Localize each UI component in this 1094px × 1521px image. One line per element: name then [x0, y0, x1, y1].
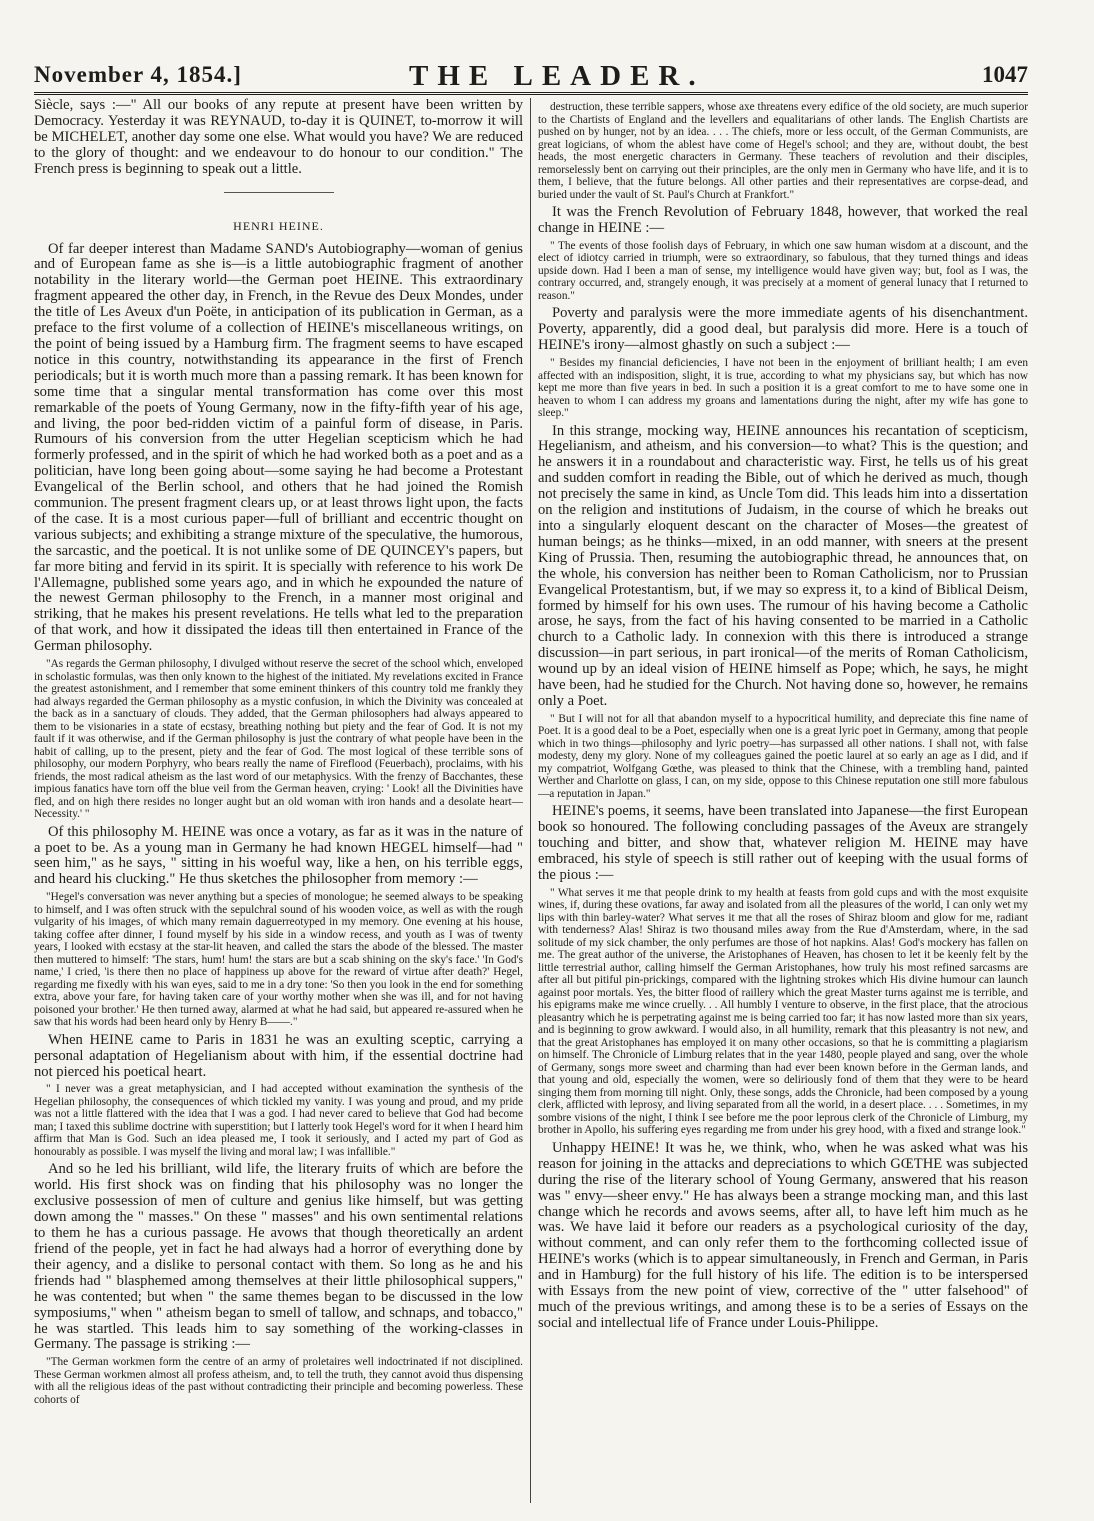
block-quote: "As regards the German philosophy, I divulged without reserve the secret of the school which, enveloped in scholastic formulas, was then only known to the highest of the initiated. My revelations excited in France the greatest astonishment, and I remember that some eminent thinkers of this country told me frankly they had always regarded the German philosophy as a mystic confusion, in which the Divinity was concealed at the back as in a sanctuary of clouds. They added, that the German philosophers had always appeared to them to be visionaries in a state of ecstasy, breathing nothing but piety and the fear of God. It is not my fault if it was otherwise, and if the German philosophy is just the contrary of what people have been in the habit of calling, up to the present, piety and the fear of God. The most logical of these terrible sons of philosophy, our modern Porphyry, who bears really the name of Fireflood (Feuerbach), proclaims, with his friends, the most radical atheism as the last word of our metaphysics. With the frenzy of Bacchantes, these impious fanatics have torn off the blue veil from the German heaven, crying: ' Look! all the Divinities have fled, and on high there resides no longer aught but an old woman with iron hands and a desolate heart—Necessity.' " [34, 658, 523, 821]
block-quote: " Besides my financial deficiencies, I have not been in the enjoyment of brilliant health; I am even affected with an indisposition, slight, it is true, according to what my physicians say, but which has now kept me more than five years in bed. In such a position it is a great comfort to me to have some one in heaven to whom I can address my groans and lamentations during the night, after my wife has gone to sleep." [538, 357, 1028, 420]
newspaper-title: THE LEADER. [409, 60, 705, 92]
masthead-rule [34, 92, 1028, 95]
paragraph: In this strange, mocking way, HEINE announces his recantation of scepticism, Hegelianism, and atheism, and his conversion—to what? This is the question; and he answers it in a roundabout and characteristic way. First, he tells us of his great and sudden comfort in reading the Bible, out of which he derived as much, though not precisely the same in kind, as Uncle Tom did. This leads him into a dissertation on the religion and institutions of Judaism, in the course of which he breaks out into a singularly eloquent descant on the character of Moses—the greatest of human beings; as he thinks—mixed, in an odd manner, with sneers at the present King of Prussia. Then, resuming the autobiographic thread, he announces that, on the whole, his conversion has neither been to Roman Catholicism, nor to Prussian Evangelical Protestantism, but, if we may so express it, to a kind of Biblical Deism, formed by himself for his own uses. The rumour of his having become a Catholic arose, he says, from the fact of his having consented to be married in a Catholic church to a Catholic lady. In connexion with this there is introduced a strange discussion—in part serious, in part ironical—of the merits of Roman Catholicism, wound up by an ideal vision of HEINE himself as Pope; which, he says, he might have been, had he studied for the Church. Not having done so, however, he remains only a Poet. [538, 422, 1028, 709]
left-column [34, 98, 523, 1508]
right-column [538, 98, 1028, 1508]
block-quote: " But I will not for all that abandon myself to a hypocritical humility, and depreciate this fine name of Poet. It is a good deal to be a Poet, especially when one is a great lyric poet in Germany, among that people which in two things—philosophy and lyric poetry—has surpassed all other nations. I shall not, with false modesty, deny my glory. None of my colleagues gained the poetic laurel at so early an age as I did, and if my compatriot, Wolfgang Gœthe, was pleased to think that the Chinese, with a trembling hand, painted Werther and Charlotte on glass, I can, on my side, oppose to this Chinese reputation one still more fabulous—a reputation in Japan." [538, 712, 1028, 800]
block-quote: "The German workmen form the centre of an army of proletaires well indoctrinated if not disciplined. These German workmen almost all profess atheism, and, to tell the truth, they cannot avoid thus dispensing with all the religious ideas of the past without contradicting their principle and becoming powerless. These cohorts of [34, 1356, 523, 1406]
paragraph: Unhappy HEINE! It was he, we think, who, when he was asked what was his reason for joining in the attacks and depreciations to which GŒTHE was subjected during the rise of the literary school of Young Germany, answered that his reason was " envy—sheer envy." He has always been a strange mocking man, and this last change which he records and avows seems, after all, to have left him much as he was. We have laid it before our readers as a psychological curiosity of the day, without comment, and can only refer them to the forthcoming collected issue of HEINE's works (which is to appear simultaneously, in French and German, in Paris and in Hamburg) for the full history of his life. The edition is to be interspersed with Essays from the new point of view, corrective of the " utter falsehood" of much of the previous writings, and among these is to be a series of Essays on the social and intellectual life of France under Louis-Philippe. [538, 1139, 1028, 1331]
paragraph: Poverty and paralysis were the more immediate agents of his disenchantment. Poverty, apparently, did a good deal, but paralysis did more. Here is a touch of HEINE's irony—almost ghastly on such a subject :— [538, 305, 1028, 354]
paragraph: Of this philosophy M. HEINE was once a votary, as far as it was in the nature of a poet to be. As a young man in Germany he had known HEGEL himself—had " seen him," as he says, " sitting in his woeful way, like a hen, on his terrible eggs, and heard his clucking." He thus sketches the philosopher from memory :— [34, 823, 523, 888]
block-quote: " I never was a great metaphysician, and I had accepted without examination the synthesis of the Hegelian philosophy, the consequences of which tickled my vanity. I was young and proud, and my pride was not a little flattered with the idea that I was a god. I had never cared to believe that God had become man; I taxed this sublime doctrine with superstition; but I latterly took Hegel's word for it when I heard him affirm that Man is God. Such an idea pleased me, I took it seriously, and I acted my part of God as honourably as possible. I was myself the living and moral law; I was infallible." [34, 1083, 523, 1158]
masthead [34, 60, 1028, 92]
paragraph: HEINE's poems, it seems, have been translated into Japanese—the first European book so honoured. The following concluding passages of the Aveux are strangely touching and bitter, and show that, whatever religion M. HEINE may have embraced, his style of speech is still rather out of keeping with the usual forms of the pious :— [538, 803, 1028, 883]
block-quote: "Hegel's conversation was never anything but a species of monologue; he seemed always to be speaking to himself, and I was often struck with the sepulchral sound of his wooden voice, as well as with the rough vulgarity of his images, of which many remain daguerreotyped in my memory. One evening at his house, taking coffee after dinner, I found myself by his side in a window recess, and youth as I was of twenty years, I looked with ecstasy at the star-lit heaven, and called the stars the abode of the blessed. The master then muttered to himself: 'The stars, hum! hum! the stars are but a scab shining on the sky's face.' 'In God's name,' I cried, 'is there then no place of happiness up above for the reward of virtue after death?' Hegel, regarding me fixedly with his wan eyes, said to me in a dry tone: 'So then you look in the end for something extra, above your fare, for having taken care of your worthy mother when she was ill, and for not having poisoned your brother.' He then turned away, alarmed at what he had said, but appeared re-assured when he saw that his words had been heard only by Henry B——." [34, 891, 523, 1029]
paragraph: Siècle, says :—" All our books of any repute at present have been written by Democracy. Yesterday it was REYNAUD, to-day it is QUINET, to-morrow it will be MICHELET, another day some one else. What would you have? We are reduced to the glory of thought: and we endeavour to do honour to our condition." The French press is beginning to speak out a little. [34, 98, 523, 177]
section-rule [224, 192, 334, 193]
paragraph: And so he led his brilliant, wild life, the literary fruits of which are before the world. His first shock was on finding that his philosophy was no longer the exclusive possession of men of culture and genius like himself, but was getting down among the " masses." On these " masses" and his own sentimental relations to them he has a curious passage. He avows that though theoretically an ardent friend of the people, yet in fact he had always had a horror of everything done by their agency, and a dislike to personal contact with them. So long as he and his friends had " blasphemed among themselves at their little philosophical suppers," he was contented; but when " the same themes began to be discussed in the low symposiums," when " atheism began to smell of tallow, and schnaps, and tobacco," he was startled. This leads him to say something of the working-classes in Germany. The passage is striking :— [34, 1161, 523, 1353]
paragraph: When HEINE came to Paris in 1831 he was an exulting sceptic, carrying a personal adaptation of Hegelianism about with him, if the essential doctrine had not pierced his poetical heart. [34, 1031, 523, 1080]
paragraph: Of far deeper interest than Madame SAND's Autobiography—woman of genius and of European fame as she is—is a little autobiographic fragment of another notability in the literary world—the German poet HEINE. This extraordinary fragment appeared the other day, in French, in the Revue des Deux Mondes, under the title of Les Aveux d'un Poëte, in anticipation of its publication in German, as a preface to the first volume of a collection of HEINE's miscellaneous writings, on the point of being issued by a Hamburg firm. The fragment seems to have escaped notice in this country, notwithstanding its appearance in the first of French periodicals; but it is worth much more than a passing remark. It has been known for some time that a singular mental transformation has come over this most remarkable of the poets of Young Germany, now in the fifty-fifth year of his age, and living, the poor bed-ridden victim of a painful form of disease, in Paris. Rumours of his conversion from the utter Hegelian scepticism which he had formerly professed, and in the spirit of which he had worked both as a poet and as a politician, have long been going about—some saying he had become a Protestant Evangelical of the Berlin school, and others that he had joined the Romish communion. The present fragment clears up, or at least throws light upon, the facts of the case. It is a most curious paper—full of brilliant and eccentric thought on various subjects; and exhibiting a strange mixture of the speculative, the humorous, the sarcastic, and the poetical. It is not unlike some of DE QUINCEY's papers, but far more biting and fervid in its spirit. It is specially with reference to his work De l'Allemagne, published some years ago, and in which he expounded the nature of the newest German philosophy to the French, in a manner most original and striking, that he makes his present revelations. He tells what led to the preparation of that work, and how it dissipated the ideas till then entertained in France of the German philosophy. [34, 240, 523, 655]
column-divider [530, 98, 531, 1503]
block-quote: " The events of those foolish days of February, in which one saw human wisdom at a discount, and the elect of idiotcy carried in triumph, were so extraordinary, so fabulous, that they turned things and ideas upside down. Had I been a man of sense, my intelligence would have given way; but, fool as I was, the contrary occurred, and, strangely enough, it was precisely at a moment of general lunacy that I returned to reason." [538, 239, 1028, 302]
article-heading: HENRI HEINE. [233, 218, 324, 233]
block-quote: " What serves it me that people drink to my health at feasts from gold cups and with the most exquisite wines, if, during these ovations, far away and isolated from all the pleasures of the world, I can only wet my lips with thin barley-water? What serves it me that all the roses of Shiraz bloom and glow for me, radiant with tenderness? Alas! Shiraz is two thousand miles away from the Rue d'Amsterdam, where, in the sad solitude of my sick chamber, the only perfumes are those of hot napkins. Alas! God's mockery has fallen on me. The great author of the universe, the Aristophanes of Heaven, has chosen to let it be keenly felt by the little terrestrial author, calling himself the German Aristophanes, how truly his most refined sarcasms are after all but pitiful pin-prickings, compared with the lightning strokes which His divine humour can launch against poor mortals. Yes, the bitter flood of raillery which the great Master turns against me is terrible, and his epigrams make me wince cruelly. . . All humbly I venture to observe, in the first place, that the atrocious pleasantry which he is perpetrating against me is being carried too far; it has now lasted more than six years, and is beginning to grow awkward. I would also, in all humility, remark that this pleasantry is not new, and that the great Aristophanes has employed it on many other occasions, so that he is committing a plagiarism on himself. The Chronicle of Limburg relates that in the year 1480, people played and sang, over the whole of Germany, songs more sweet and charming than had ever been known before in the German lands, and that young and old, especially the women, were so deliriously fond of them that they were to be heard singing them from morning till night. Only, these songs, adds the Chronicle, had been composed by a young clerk, afflicted with leprosy, and living separated from all the world, in a desert place. . . . Sometimes, in my sombre visions of the night, I think I see before me the poor leprous clerk of the Chronicle of Limburg, my brother in Apollo, his suffering eyes regarding me from under his grey hood, with a fixed and strange look." [538, 886, 1028, 1137]
issue-date: November 4, 1854.] [34, 62, 242, 87]
page-number: 1047 [982, 62, 1028, 87]
block-quote: destruction, these terrible sappers, whose axe threatens every edifice of the old society, are much superior to the Chartists of England and the levellers and equalitarians of other lands. The English Chartists are pushed on by hunger, not by an idea. . . . The chiefs, more or less occult, of the German Communists, are great logicians, of whom the ablest have come of Hegel's school; and they are, without doubt, the best heads, the most energetic characters in Germany. These teachers of revolution and their disciples, remorselessly bent on carrying out their principles, are the only men in Germany who have life, and it is to them, I believe, that the future belongs. All other parties and their representatives are corpse-dead, and buried under the vault of St. Paul's Church at Frankfort." [538, 101, 1028, 201]
paragraph: It was the French Revolution of February 1848, however, that worked the real change in HEINE :— [538, 204, 1028, 236]
